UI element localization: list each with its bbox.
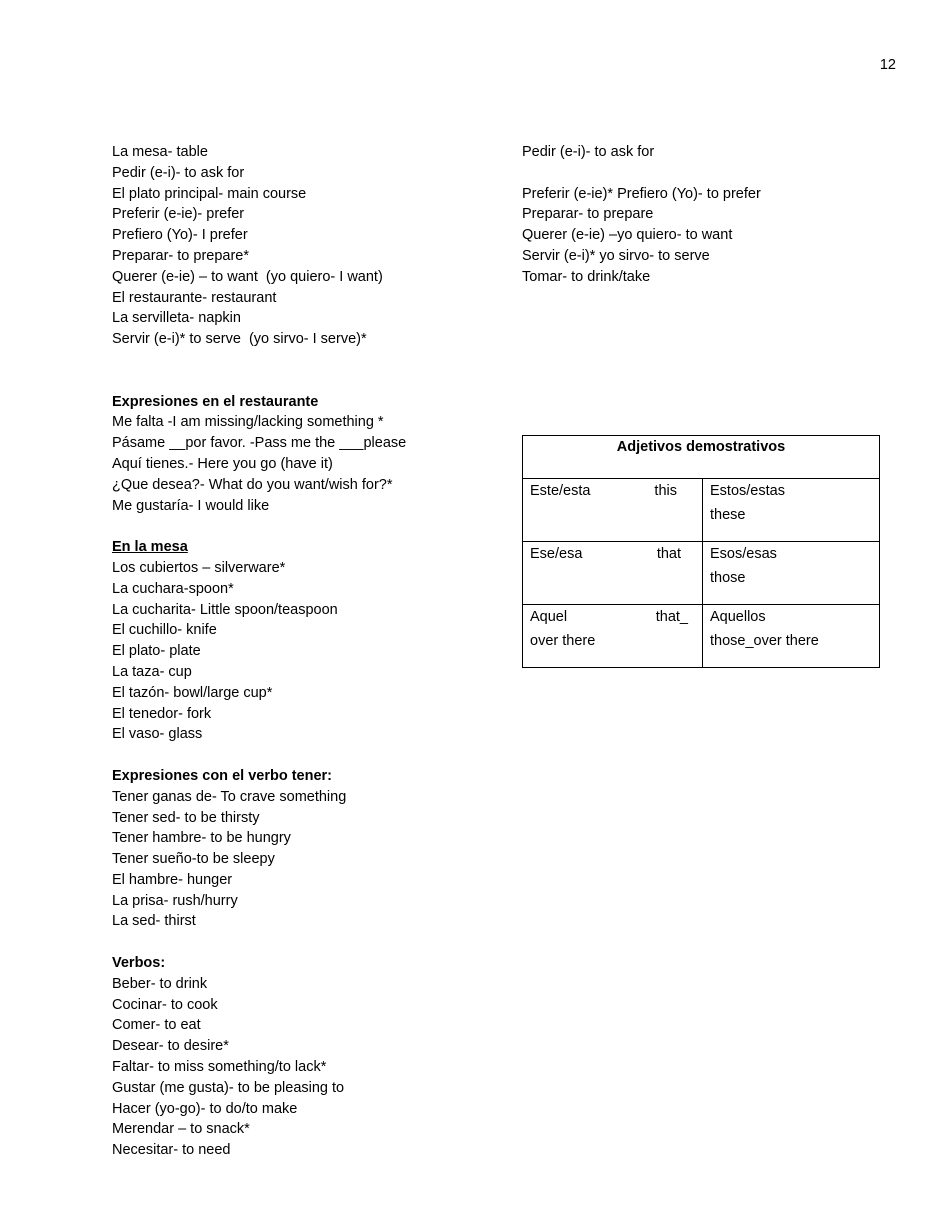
- table-cell: [523, 479, 703, 542]
- demonstratives-table: [522, 435, 880, 668]
- list-item: El cuchillo- knife: [112, 622, 217, 639]
- table-cell: [703, 605, 880, 668]
- list-item: Servir (e-i)* to serve (yo sirvo- I serve)*: [112, 331, 367, 348]
- list-item: Tomar- to drink/take: [522, 268, 651, 285]
- table-row: [523, 479, 880, 542]
- table-cell-word: Aquel: [530, 609, 568, 625]
- list-item: Comer- to eat: [112, 1017, 201, 1034]
- list-item: La taza- cup: [112, 663, 192, 680]
- list-item: Gustar (me gusta)- to be pleasing to: [112, 1079, 345, 1096]
- list-item: Merendar – to snack*: [112, 1121, 250, 1138]
- vocab-top-list: [112, 142, 502, 350]
- list-item: Me falta -I am missing/lacking something *: [112, 414, 384, 431]
- list-item: El tazón- bowl/large cup*: [112, 684, 273, 701]
- section-heading: Expresiones en el restaurante: [112, 393, 319, 410]
- table-cell-word: Este/esta: [530, 483, 591, 499]
- list-item: Pedir (e-i)- to ask for: [522, 144, 655, 160]
- list-item: La cuchara-spoon*: [112, 580, 234, 597]
- section-heading: Expresiones con el verbo tener:: [112, 767, 332, 784]
- list-item: Preferir (e-ie)- prefer: [112, 206, 245, 223]
- list-item: El hambre- hunger: [112, 871, 233, 888]
- table-row: [523, 542, 880, 605]
- list-item: La prisa- rush/hurry: [112, 892, 238, 909]
- list-item: La mesa- table: [112, 144, 208, 160]
- section-heading: En la mesa: [112, 539, 188, 556]
- list-item: Desear- to desire*: [112, 1038, 229, 1055]
- list-item: La sed- thirst: [112, 913, 196, 930]
- table-cell-meaning: that: [656, 546, 681, 562]
- list-item: Tener sed- to be thirsty: [112, 809, 260, 826]
- section-heading: Verbos:: [112, 955, 166, 972]
- table-cell-meaning: those: [710, 570, 746, 586]
- list-item: Tener ganas de- To crave something: [112, 788, 347, 805]
- list-item: Necesitar- to need: [112, 1142, 231, 1159]
- list-item: El plato principal- main course: [112, 185, 307, 202]
- list-item: Faltar- to miss something/to lack*: [112, 1059, 327, 1076]
- table-cell: [523, 605, 703, 668]
- table-cell: [523, 542, 703, 605]
- list-item: El restaurante- restaurant: [112, 289, 277, 306]
- table-cell-word: Estos/estas: [710, 483, 785, 499]
- expresiones-section: [112, 392, 502, 517]
- list-item: Servir (e-i)* yo sirvo- to serve: [522, 247, 710, 264]
- table-cell: [703, 542, 880, 605]
- list-item: Preparar- to prepare: [522, 206, 654, 223]
- table-cell-word: Esos/esas: [710, 546, 777, 562]
- left-column: [112, 142, 502, 1161]
- table-title: Adjetivos demostrativos: [523, 436, 880, 479]
- list-item: Aquí tienes.- Here you go (have it): [112, 455, 333, 472]
- table-cell-meaning: that_: [655, 609, 688, 625]
- table-cell-word: Aquellos: [710, 609, 766, 625]
- tener-section: [112, 766, 502, 932]
- list-item: La cucharita- Little spoon/teaspoon: [112, 601, 338, 618]
- table-row: [523, 605, 880, 668]
- list-item: Querer (e-ie) –yo quiero- to want: [522, 227, 733, 244]
- list-item: Preparar- to prepare*: [112, 247, 250, 264]
- list-item: Me gustaría- I would like: [112, 497, 270, 514]
- list-item: Tener hambre- to be hungry: [112, 830, 291, 847]
- list-item: Los cubiertos – silverware*: [112, 559, 286, 576]
- en-la-mesa-section: [112, 537, 502, 745]
- list-item: Querer (e-ie) – to want (yo quiero- I want): [112, 268, 383, 285]
- list-item: Hacer (yo-go)- to do/to make: [112, 1100, 298, 1117]
- list-item: Pedir (e-i)- to ask for: [112, 164, 245, 181]
- right-column: [522, 142, 902, 288]
- page-number: 12: [879, 57, 896, 73]
- table-cell: [703, 479, 880, 542]
- list-item: Tener sueño-to be sleepy: [112, 851, 275, 868]
- table-cell-meaning: this: [654, 483, 677, 499]
- table-cell-word: Ese/esa: [530, 546, 583, 562]
- list-item: La servilleta- napkin: [112, 310, 241, 327]
- table-cell-extra: over there: [530, 633, 596, 649]
- list-item: El plato- plate: [112, 643, 201, 660]
- list-item: Cocinar- to cook: [112, 996, 218, 1013]
- list-item: El tenedor- fork: [112, 705, 212, 722]
- list-item: El vaso- glass: [112, 726, 203, 743]
- list-item: Beber- to drink: [112, 975, 208, 992]
- list-item: ¿Que desea?- What do you want/wish for?*: [112, 476, 393, 493]
- list-item: Prefiero (Yo)- I prefer: [112, 227, 248, 244]
- table-cell-meaning: those_over there: [710, 633, 819, 649]
- verbos-section: [112, 953, 502, 1161]
- list-item: Preferir (e-ie)* Prefiero (Yo)- to prefer: [522, 185, 761, 202]
- table-cell-meaning: these: [710, 507, 746, 523]
- list-item: Pásame __por favor. -Pass me the ___please: [112, 435, 407, 452]
